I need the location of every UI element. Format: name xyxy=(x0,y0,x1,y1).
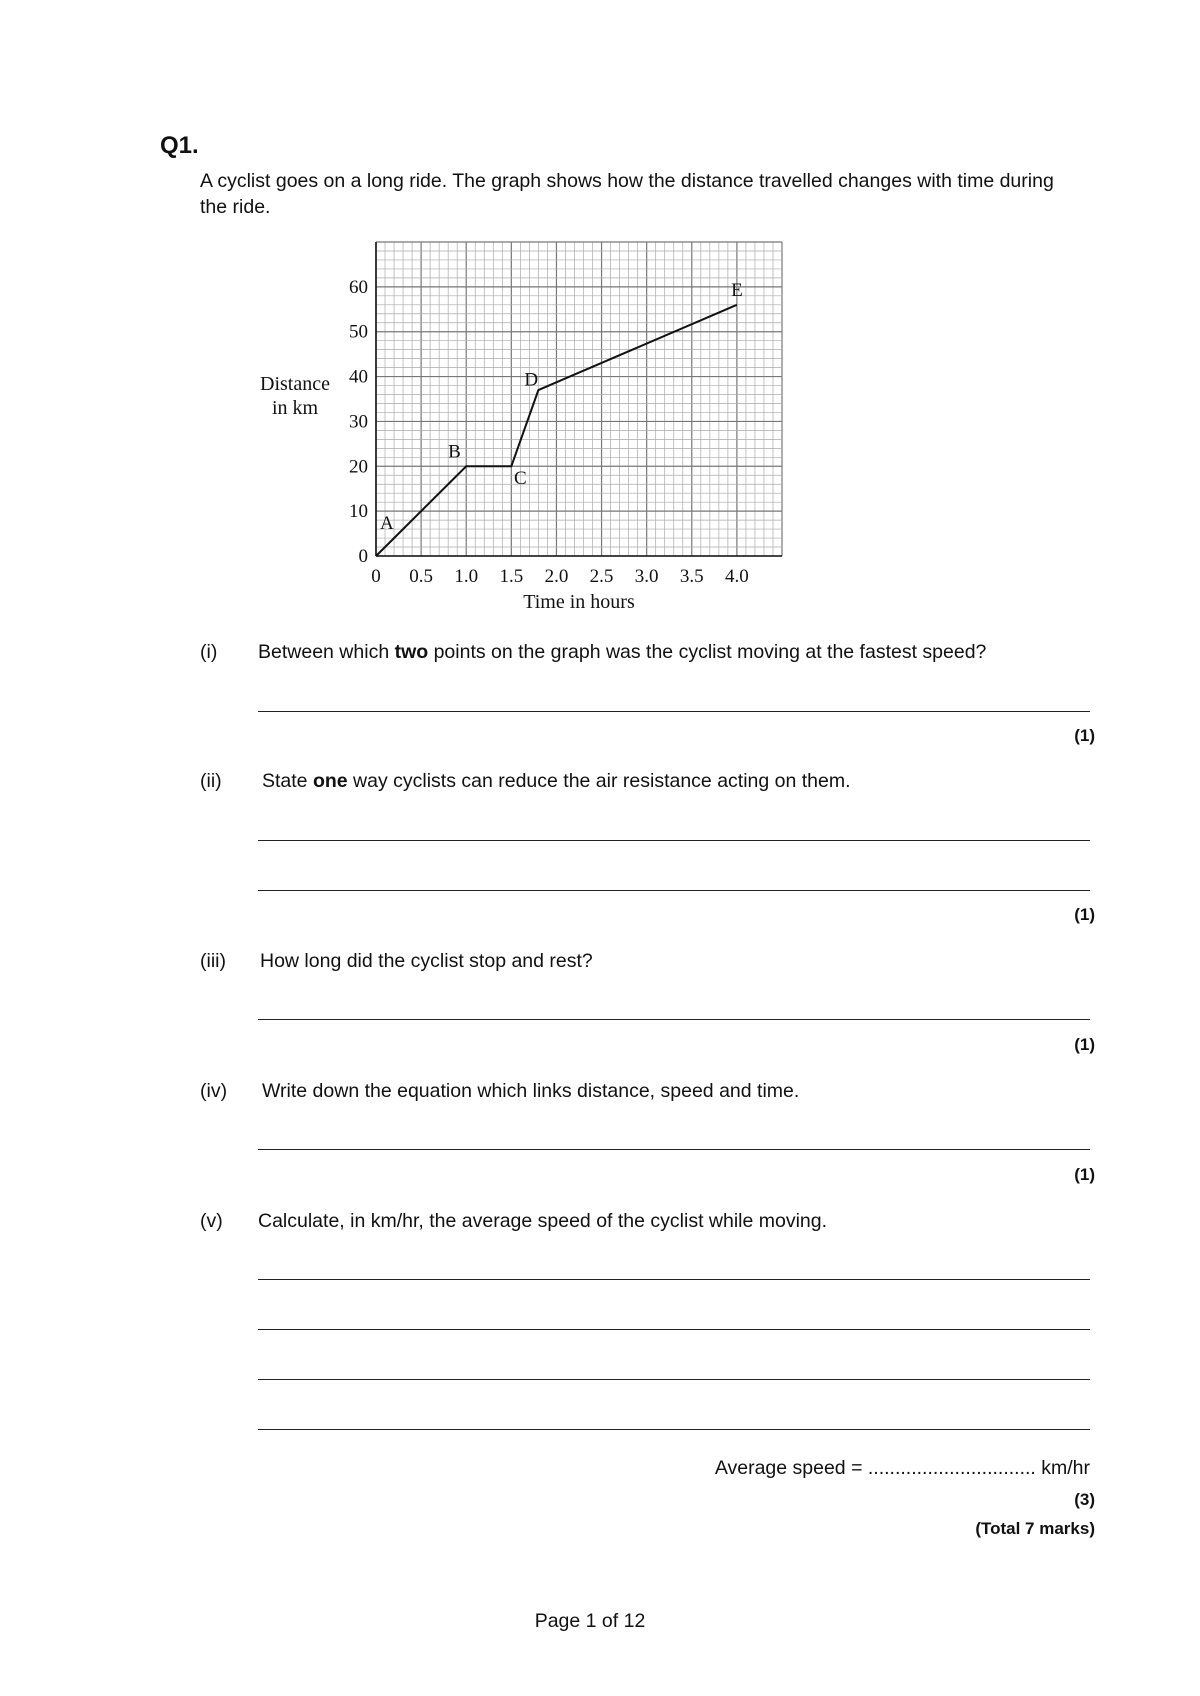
part-text-ii: State one way cyclists can reduce the air resistance acting on them. xyxy=(262,770,851,792)
answer-line[interactable] xyxy=(258,1019,1090,1020)
marks-iv: (1) xyxy=(1074,1165,1095,1184)
y-tick-labels xyxy=(349,277,368,567)
distance-time-graph xyxy=(250,238,790,608)
answer-line[interactable] xyxy=(258,1379,1090,1380)
x-tick-label: 1.0 xyxy=(454,566,479,587)
point-labels xyxy=(380,280,743,534)
y-tick-label: 0 xyxy=(358,546,368,567)
y-tick-label: 40 xyxy=(349,366,368,388)
x-tick-label: 2.0 xyxy=(544,566,569,587)
y-axis-label-line2: in km xyxy=(271,397,319,419)
point-label-c: C xyxy=(514,468,527,490)
marks-i: (1) xyxy=(1074,726,1095,745)
question-intro: A cyclist goes on a long ride. The graph shows how the distance travelled changes with time during the ride. xyxy=(200,170,1054,218)
point-label-a: A xyxy=(379,513,394,535)
y-tick-label: 60 xyxy=(349,276,368,298)
part-text-i: Between which two points on the graph was the cyclist moving at the fastest speed? xyxy=(258,641,987,663)
part-label-i: (i) xyxy=(200,641,218,663)
question-number: Q1. xyxy=(160,132,199,159)
x-tick-label: 4.0 xyxy=(725,566,749,587)
part-label-v: (v) xyxy=(200,1210,223,1232)
marks-iii: (1) xyxy=(1074,1035,1095,1054)
y-tick-label: 20 xyxy=(349,456,368,478)
part-text-v: Calculate, in km/hr, the average speed of the cyclist while moving. xyxy=(258,1210,828,1232)
part-label-ii: (ii) xyxy=(200,770,222,792)
y-tick-label: 30 xyxy=(349,411,368,433)
part-label-iii: (iii) xyxy=(200,950,226,972)
x-tick-labels xyxy=(371,566,749,587)
chart-axes xyxy=(376,242,782,556)
total-marks: (Total 7 marks) xyxy=(975,1519,1095,1538)
point-label-e: E xyxy=(731,279,743,301)
answer-line[interactable] xyxy=(258,1149,1090,1150)
x-tick-label: 2.5 xyxy=(589,566,614,587)
answer-line[interactable] xyxy=(258,711,1090,712)
answer-line[interactable] xyxy=(258,1279,1090,1280)
answer-line[interactable] xyxy=(258,890,1090,891)
page-footer: Page 1 of 12 xyxy=(534,1610,646,1632)
marks-v: (3) xyxy=(1074,1490,1095,1509)
part-label-iv: (iv) xyxy=(200,1080,228,1102)
x-tick-label: 3.5 xyxy=(679,566,704,587)
y-tick-label: 10 xyxy=(349,501,368,523)
x-tick-label: 0 xyxy=(371,566,381,587)
y-axis-label-line1: Distance xyxy=(260,373,330,395)
x-tick-label: 3.0 xyxy=(634,566,659,587)
answer-line[interactable] xyxy=(258,1429,1090,1430)
part-text-iii: How long did the cyclist stop and rest? xyxy=(260,950,593,972)
emphasis: two xyxy=(394,641,429,663)
part-text-iv: Write down the equation which links distance, speed and time. xyxy=(262,1080,800,1102)
marks-ii: (1) xyxy=(1074,905,1095,924)
answer-line[interactable] xyxy=(258,1329,1090,1330)
y-tick-label: 50 xyxy=(349,321,368,343)
chart-grid xyxy=(376,242,782,556)
point-label-b: B xyxy=(448,441,461,463)
x-tick-label: 1.5 xyxy=(499,566,524,587)
point-label-d: D xyxy=(524,369,539,391)
x-axis-label: Time in hours xyxy=(523,591,635,608)
average-speed-field[interactable]: Average speed = ............................... km/hr xyxy=(714,1457,1090,1479)
x-tick-label: 0.5 xyxy=(409,566,433,587)
answer-line[interactable] xyxy=(258,840,1090,841)
emphasis: one xyxy=(312,770,348,792)
